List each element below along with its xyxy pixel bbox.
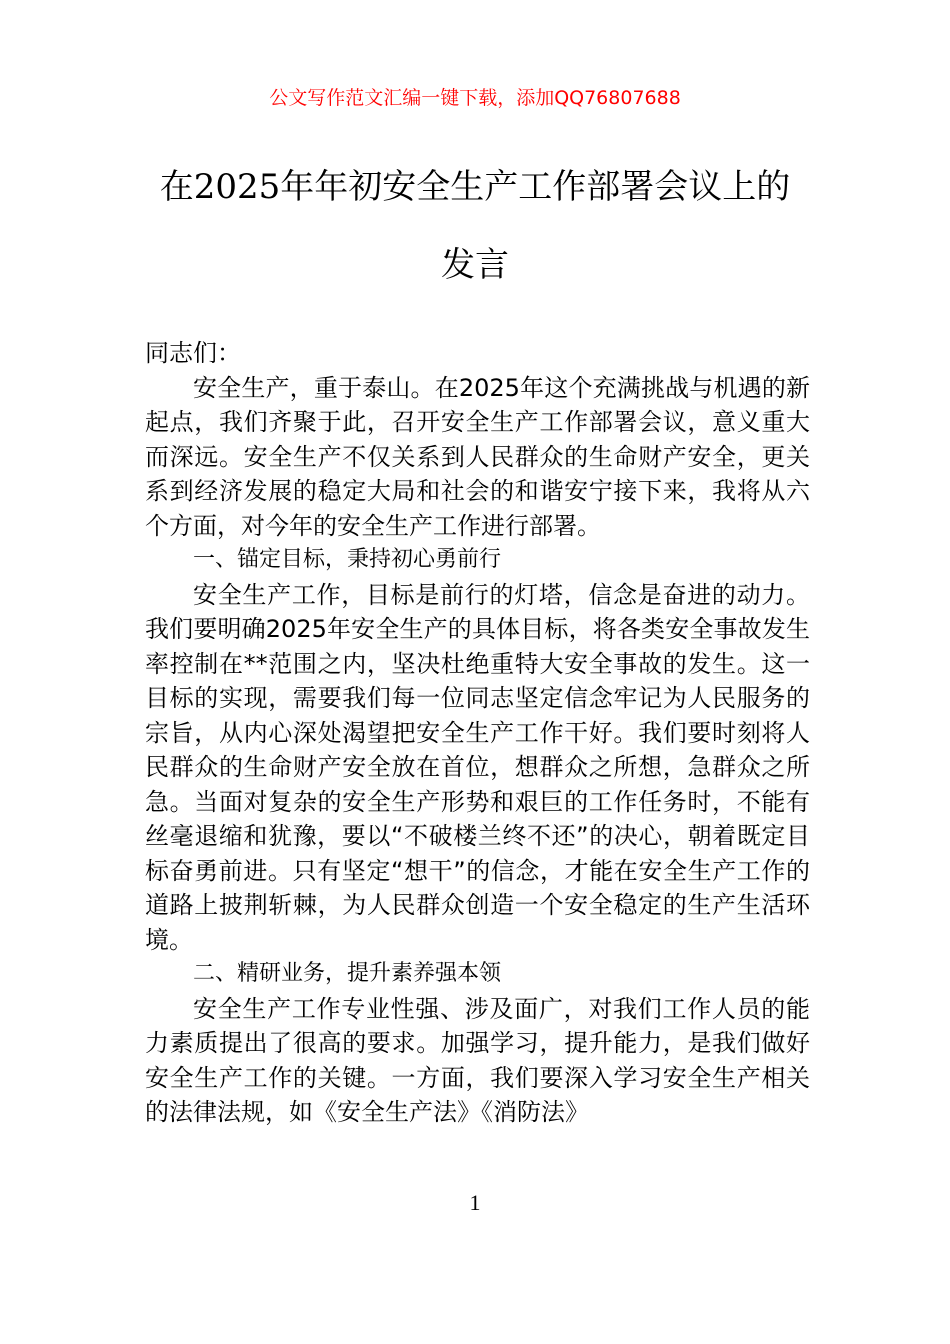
section-2-heading: 二、精研业务，提升素养强本领: [193, 961, 502, 986]
title-line-1: 在2025年年初安全生产工作部署会议上的: [159, 167, 791, 207]
page-number: 1: [469, 1190, 481, 1215]
section-1-paragraph: 安全生产工作，目标是前行的灯塔，信念是奋进的动力。我们要明确2025年安全生产的具体目标，将各类安全事故发生率控制在**范围之内，坚决杜绝重特大安全事故的发生。这一目标的实现，需要我们每一位同志坚定信念牢记为人民服务的宗旨，从内心深处渴望把安全生产工作干好。我们要时刻将人民群众的生命财产安全放在首位，想群众之所想，急群众之所急。当面对复杂的安全生产形势和艰巨的工作任务时，不能有丝毫退缩和犹豫，要以“不破楼兰终不还”的决心，朝着既定目标奋勇前进。只有坚定“想干”的信念，才能在安全生产工作的道路上披荆斩棘，为人民群众创造一个安全稳定的生产生活环境。: [145, 580, 810, 954]
section-2-paragraph: 安全生产工作专业性强、涉及面广，对我们工作人员的能力素质提出了很高的要求。加强学习，提升能力，是我们做好安全生产工作的关键。一方面，我们要深入学习安全生产相关的法律法规，如《安全生产法》《消防法》: [145, 994, 810, 1126]
intro-paragraph: 安全生产，重于泰山。在2025年这个充满挑战与机遇的新起点，我们齐聚于此，召开安全生产工作部署会议，意义重大而深远。安全生产不仅关系到人民群众的生命财产安全，更关系到经济发展的稳定大局和社会的和谐安宁接下来，我将从六个方面，对今年的安全生产工作进行部署。: [145, 373, 810, 540]
document-title: [100, 166, 850, 286]
document-body: [145, 336, 810, 1130]
section-1-heading: 一、锚定目标，秉持初心勇前行: [193, 547, 502, 572]
salutation: 同志们：: [145, 339, 241, 367]
title-line-2: 发言: [441, 245, 509, 285]
header-note: 公文写作范文汇编一键下载，添加QQ76807688: [269, 87, 681, 109]
